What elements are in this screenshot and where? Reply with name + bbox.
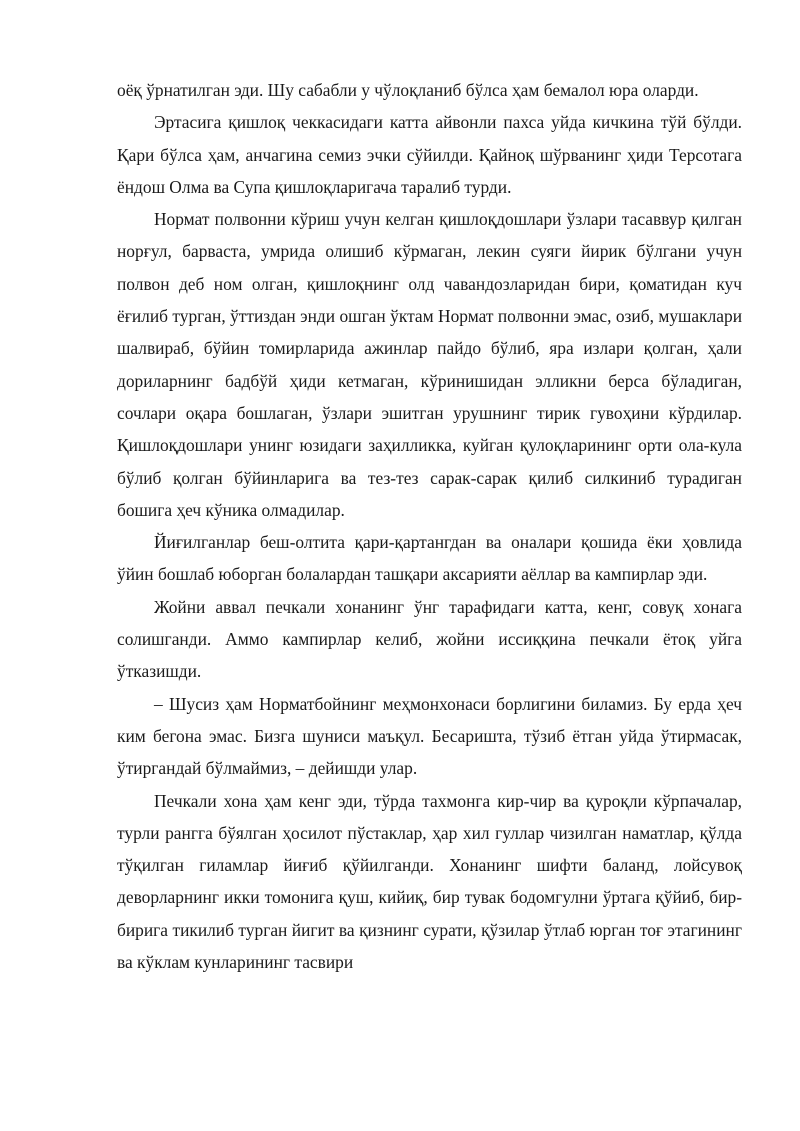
paragraph: Печкали хона ҳам кенг эди, тўрда тахмонга кир-чир ва қуроқли кўрпачалар, турли рангга бўялган ҳосилот пўстаклар, ҳар хил гуллар чизилган наматлар, қўлда тўқилган гиламлар йиғиб қўйилганди. Хонанинг шифти баланд, лойсувоқ деворларнинг икки томонига қуш, кийиқ, бир тувак бодомгулни ўртага қўйиб, бир-бирига тикилиб турган йигит ва қизнинг сурати, қўзилар ўтлаб юрган тоғ этагининг ва кўклам кунларининг тасвири	[117, 790, 742, 973]
paragraph: Жойни аввал печкали хонанинг ўнг тарафидаги катта, кенг, совуқ хонага солишганди. Аммо кампирлар келиб, жойни иссиққина печкали ётоқ уйга ўтказишди.	[117, 596, 742, 682]
paragraph: Нормат полвонни кўриш учун келган қишлоқдошлари ўзлари тасаввур қилган норғул, барваста, умрида олишиб кўрмаган, лекин суяги йирик бўлгани учун полвон деб ном олган, қишлоқнинг олд чавандозларидан бири, қоматидан куч ёғилиб турган, ўттиздан энди ошган ўктам Нормат полвонни эмас, озиб, мушаклари шалвираб, бўйин томирларида ажинлар пайдо бўлиб, яра излари қолган, ҳали дориларнинг бадбўй ҳиди кетмаган, кўринишидан элликни берса бўладиган, сочлари оқара бошлаган, ўзлари эшитган урушнинг тирик гувоҳини кўрдилар. Қишлоқдошлари унинг юзидаги заҳилликка, куйган қулоқларининг орти ола-кула бўлиб қолган бўйинларига ва тез-тез сарак-сарак қилиб силкиниб турадиган бошига ҳеч кўника олмадилар.	[117, 209, 742, 520]
document-page	[117, 74, 742, 978]
paragraph: Эртасига қишлоқ чеккасидаги катта айвонли пахса уйда кичкина тўй бўлди. Қари бўлса ҳам, анчагина семиз эчки сўйилди. Қайноқ шўрванинг ҳиди Терсотага ёндош Олма ва Супа қишлоқларигача таралиб турди.	[117, 112, 742, 197]
paragraph: Йиғилганлар беш-олтита қари-қартангдан ва оналари қошида ёки ҳовлида ўйин бошлаб юборган болалардан ташқари аксарияти аёллар ва кампирлар эди.	[117, 532, 742, 585]
paragraph: – Шусиз ҳам Норматбойнинг меҳмонхонаси борлигини биламиз. Бу ерда ҳеч ким бегона эмас. Бизга шуниси маъқул. Бесаришта, тўзиб ётган уйда ўтирмасак, ўтиргандай бўлмаймиз, – дейишди улар.	[117, 693, 742, 779]
paragraph-continued: оёқ ўрнатилган эди. Шу сабабли у чўлоқланиб бўлса ҳам бемалол юра оларди.	[117, 80, 699, 100]
